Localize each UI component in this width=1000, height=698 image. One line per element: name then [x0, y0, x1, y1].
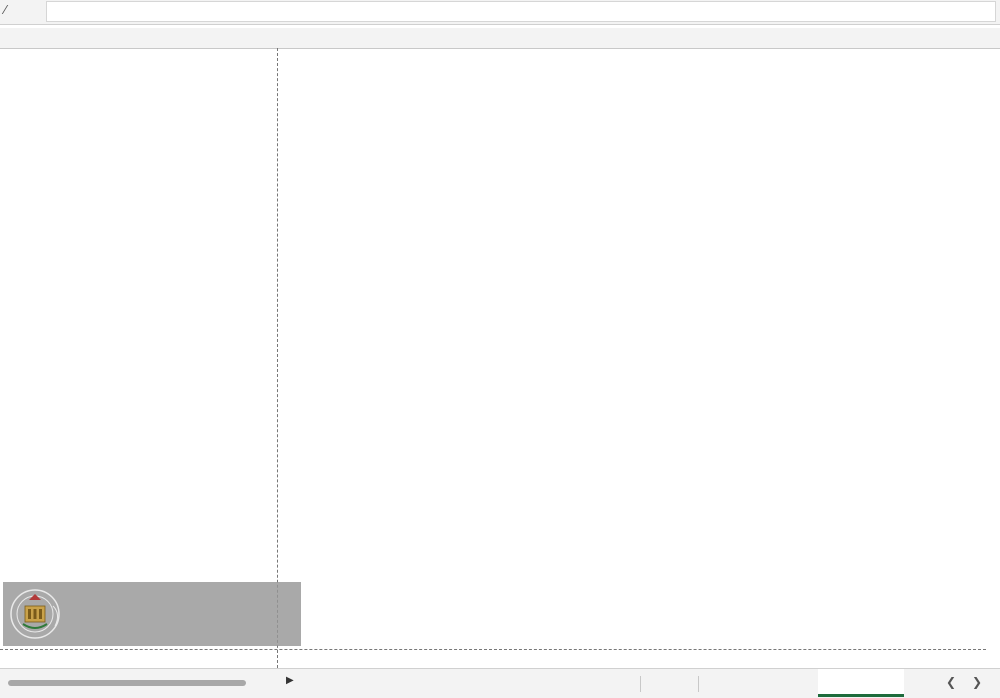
tab-separator — [698, 676, 699, 692]
formula-input[interactable] — [46, 1, 996, 22]
chevron-left-icon[interactable]: ❮ — [946, 675, 957, 689]
prisons-organization-seal-icon — [9, 586, 67, 642]
sheet-tab-bar — [0, 668, 1000, 698]
chevron-right-icon[interactable]: ❯ — [972, 675, 983, 689]
play-right-icon[interactable]: ▶ — [286, 675, 294, 686]
formula-controls — [4, 2, 44, 22]
watermark — [3, 582, 301, 646]
close-icon[interactable]: ⁄ — [4, 3, 7, 17]
tab-sheet1[interactable] — [642, 669, 698, 697]
formula-bar — [0, 0, 1000, 25]
tab-hazine[interactable] — [700, 669, 812, 697]
scrollbar-thumb[interactable] — [8, 680, 246, 686]
horizontal-scrollbar[interactable] — [8, 678, 283, 688]
column-header-bar — [0, 28, 1000, 49]
tab-tamallok[interactable] — [818, 669, 904, 697]
tab-separator — [640, 676, 641, 692]
spreadsheet-grid[interactable] — [0, 48, 1000, 668]
